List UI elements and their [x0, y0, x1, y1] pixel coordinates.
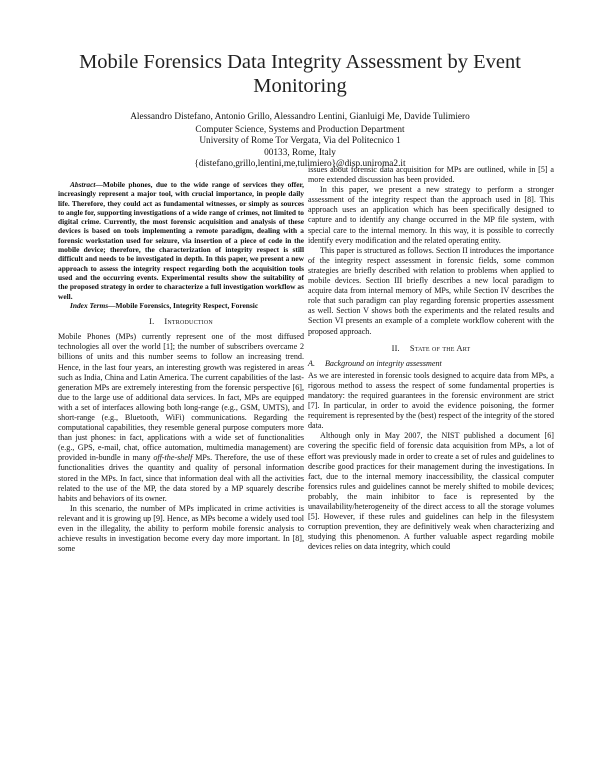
abstract-text: —Mobile phones, due to the wide range of services they offer, increasingly represent a major tool, with crucial importance, in people daily life. Therefore, they could act as fundamental witnesses, or simply as sources to angle for, supporting investigations of a wide range of crimes, not limited to digital crime. Currently, the most forensic acquisition and analysis of these devices is based on tools implementing a remote paradigm, dealing with a forensic workstation used for seizure, via insertion of a piece of code in the mobile device; therefore, the characterization of integrity respect is still difficult and needs to be investigated in depth. In this paper, we present a new approach to assess the integrity respect regarding both the acquisition tools used and the occurring events. Experimental results show the suitability of the proposed strategy in order to characterize a full investigation workflow as well.	[58, 180, 304, 301]
affiliation-department: Computer Science, Systems and Production Department	[195, 124, 405, 135]
affiliation-city: 00133, Rome, Italy	[264, 147, 336, 158]
index-terms-text: —Mobile Forensics, Integrity Respect, Forensic	[108, 300, 259, 310]
left-column	[58, 180, 304, 554]
paper-title: Mobile Forensics Data Integrity Assessment by Event Monitoring	[79, 51, 521, 97]
author-list: Alessandro Distefano, Antonio Grillo, Alessandro Lentini, Gianluigi Me, Davide Tulimiero	[130, 112, 470, 122]
body-paragraph: In this paper, we present a new strategy to perform a stronger assessment of the integrity respect than the approach used in [8]. This approach uses an application which has been specifically designed to capture and to identify any change occurred in the MP file system, with special care to the internal memory. In this way, it is possible to correctly identify every modification and the related operating entity.	[308, 185, 554, 245]
body-paragraph: As we are interested in forensic tools designed to acquire data from MPs, a rigorous method to assess the respect of some fundamental properties is mandatory: the required guarantees in the forensic environment are strict [7]. In particular, in order to avoid the evidence poisoning, the former requirement is represented by the (best) respect of the integrity of the stored data.	[308, 370, 554, 431]
section-heading-introduction: I. Introduction	[149, 317, 213, 327]
intro-paragraph: Mobile Phones (MPs) currently represent one of the most diffused technologies all over the world [1]; the number of subscribers overcame 2 billions of units and this number seems to follow an increasing trend. Hence, in the last four years, an interesting growth was registered in areas such as India, China and Latin America. The current capabilities of the last-generation MPs are extremely interesting from the forensic perspective [6], due to the large use of additional data services. In fact, MPs are equipped with a set of interfaces allowing both long-range (e.g., GSM, UMTS), and short-range (e.g., Bluetooth, WiFi) communications. Regarding the computational capabilities, they resemble general purpose computers more than just phones: in fact, applications with a wide set of functionalities (e.g., GPS, e-mail, chat, office automation, multimedia management) are provided in-bundle in many off-the-shelf MPs. Therefore, the use of these functionalities drives the quantity and quality of personal information stored in the MPs. In fact, since that information deal with all the activities related to the use of the MP, the data stored by a MP squarely describe habits and behaviors of its owner.	[58, 332, 304, 503]
right-column	[308, 165, 554, 552]
body-paragraph: This paper is structured as follows. Section II introduces the importance of the integrity respect assessment in forensic fields, some common strategies are briefly described with relation to problems when applied to mobile devices. Section III briefly describes a new local paradigm to acquire data from internal memory of MPs, while Section IV describes the role that such paradigm can play regarding forensic properties assessment as well. Section V shows both the experiments and the related results and Section VI presents an example of a complete workflow coherent with the proposed approach.	[308, 245, 554, 336]
index-terms	[58, 301, 304, 310]
body-paragraph: issues about forensic data acquisition for MPs are outlined, while in [5] a more extended discussion has been provided.	[308, 165, 554, 185]
abstract-label: Abstract	[70, 180, 96, 189]
index-terms-label: Index Terms	[70, 300, 109, 310]
author-emails: {distefano,grillo,lentini,me,tulimiero}@disp.uniroma2.it	[194, 159, 406, 169]
affiliation-university: University of Rome Tor Vergata, Via del Politecnico 1	[199, 136, 401, 146]
author-block	[70, 112, 530, 171]
intro-paragraph: In this scenario, the number of MPs implicated in crime activities is relevant and it is growing up [9]. Hence, as MPs become a widely used tool even in the illegality, the ability to perform mobile forensic analysis to achieve results in investigation become every day more important. In [8], some	[58, 503, 304, 554]
subsection-heading: A. Background on integrity assessment	[308, 358, 442, 368]
section-heading-state-of-the-art: II. State of the Art	[391, 343, 471, 353]
abstract	[58, 180, 304, 301]
body-paragraph: Although only in May 2007, the NIST published a document [6] covering the specific field of forensic data acquisition from MPs, a lot of effort was previously made in order to create a set of rules and guidelines to describe good practices for their management during the investigations. In fact, due to the internal memory inaccessibility, the classical computer forensics rules and guidelines cannot be merely shifted to mobile devices; probably, the main inhibitor to face is represented by the unavailability/heterogeneity of the direct access to all the storage volumes [5]. However, if these rules and guidelines can help in the filesystem corruption prevention, they are definitively weak when characterizing and studying this phenomenon. A further valuable aspect regarding mobile devices relies on data integrity, which could	[308, 431, 554, 552]
